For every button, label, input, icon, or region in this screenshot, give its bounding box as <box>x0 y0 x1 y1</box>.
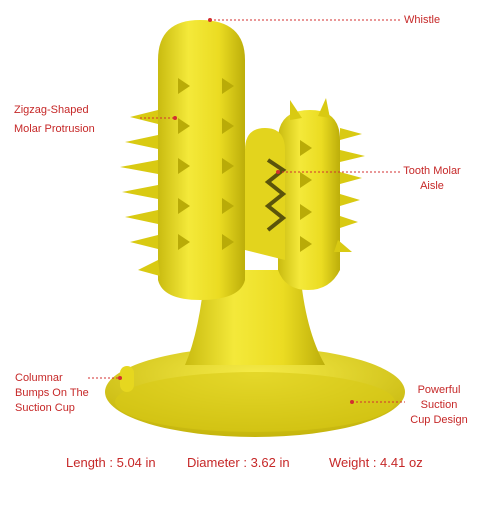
dimension-weight: Weight : 4.41 oz <box>329 455 423 470</box>
callout-whistle <box>404 13 440 28</box>
dimension-diameter: Diameter : 3.62 in <box>187 455 290 470</box>
callout-bumps-line2: Bumps On The <box>15 387 89 399</box>
main-body <box>158 20 245 300</box>
callout-zigzag-line2: Molar Protrusion <box>14 123 95 135</box>
left-spikes <box>120 110 160 276</box>
dimensions-row <box>0 455 500 477</box>
right-arm <box>278 110 340 290</box>
callout-aisle-line2: Aisle <box>420 180 444 192</box>
callout-bumps-line3: Suction Cup <box>15 402 75 414</box>
callout-bumps <box>15 371 89 416</box>
callout-whistle-text: Whistle <box>404 14 441 26</box>
callout-suction-line2: Suction <box>420 399 458 411</box>
callout-zigzag-line1: Zigzag-Shaped <box>14 104 89 116</box>
callout-suction <box>400 383 478 428</box>
callout-aisle-line1: Tooth Molar <box>403 165 461 177</box>
callout-zigzag <box>14 103 95 137</box>
callout-aisle <box>396 164 468 194</box>
callout-bumps-line1: Columnar <box>15 372 63 384</box>
dimension-length: Length : 5.04 in <box>66 455 156 470</box>
inner-arm <box>245 128 285 260</box>
callout-suction-line3: Cup Design <box>410 414 468 426</box>
callout-suction-line1: Powerful <box>417 384 461 396</box>
columnar-bump <box>120 366 134 392</box>
